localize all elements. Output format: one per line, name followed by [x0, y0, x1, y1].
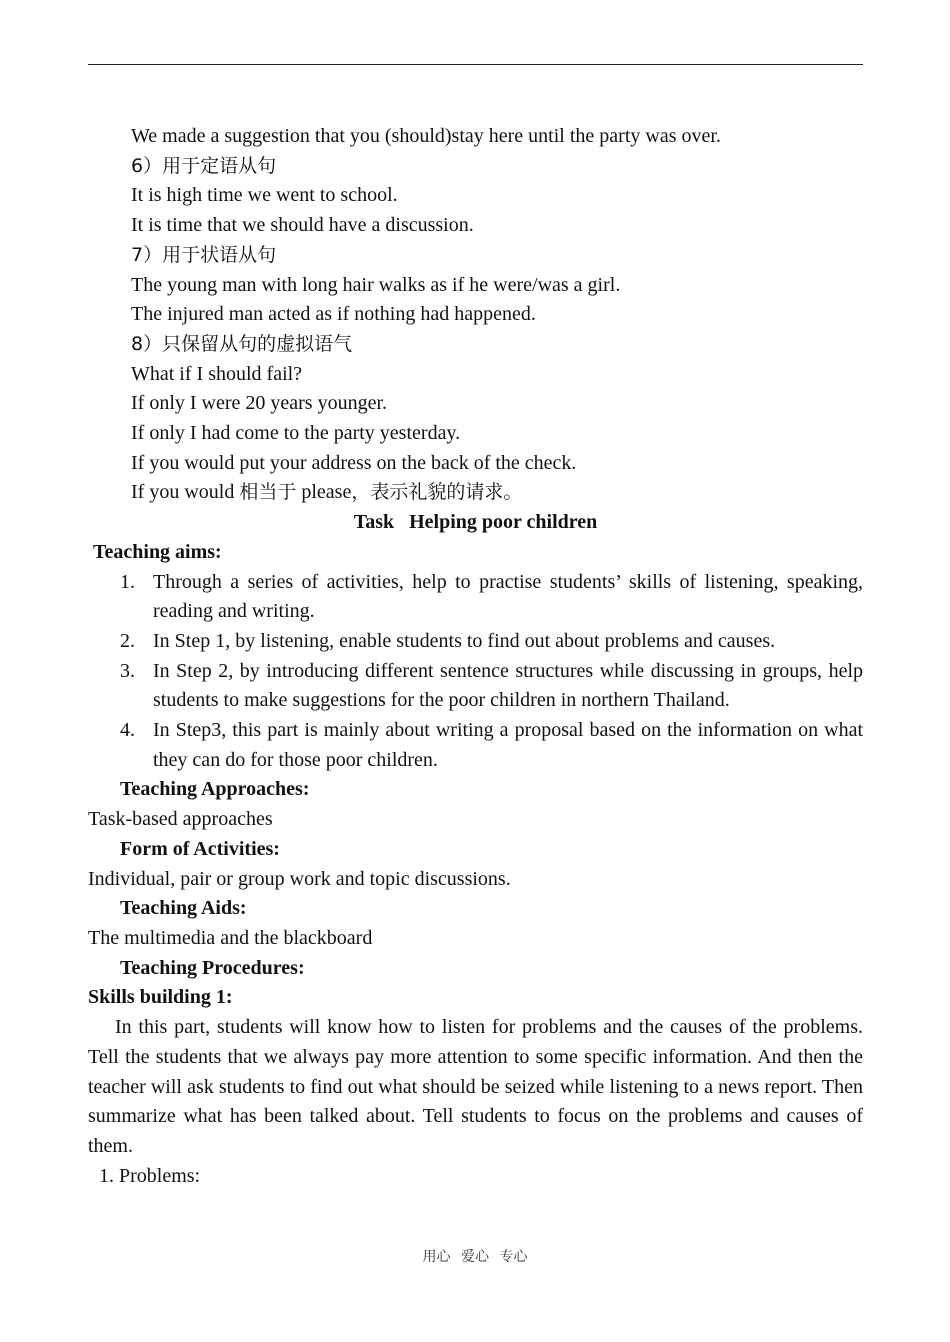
grammar-examples [88, 122, 863, 508]
aim-item [88, 716, 863, 775]
section-heading-subjunctive-only-clause: 8）只保留从句的虚拟语气 [131, 332, 353, 355]
aim-text: In Step 1, by listening, enable students to find out about problems and causes. [153, 629, 776, 652]
problems-item: 1. Problems: [99, 1164, 201, 1187]
mixed-part-2: 相当于 [239, 481, 297, 504]
aim-text: In Step 2, by introducing different sentence structures while discussing in groups, help students to make suggestions for the poor children in northern Thailand. [153, 659, 863, 712]
example-line: If only I had come to the party yesterday. [131, 422, 461, 445]
aim-text: Through a series of activities, help to practise students’ skills of listening, speaking, reading and writing. [153, 570, 863, 623]
example-line: If only I were 20 years younger. [131, 392, 388, 415]
example-line: The injured man acted as if nothing had happened. [131, 303, 536, 326]
teaching-procedures-heading: Teaching Procedures: [120, 956, 305, 979]
aim-item [88, 627, 863, 657]
aim-number: 1. [120, 570, 135, 593]
document-page [88, 122, 863, 1191]
example-line-mixed [88, 478, 863, 508]
example-line: What if I should fail? [131, 362, 303, 385]
example-line: It is time that we should have a discussion. [131, 214, 474, 237]
form-of-activities-text: Individual, pair or group work and topic discussions. [88, 867, 511, 890]
skills-building-heading: Skills building 1: [88, 986, 233, 1009]
mixed-part-4: ，表示礼貌的请求。 [351, 481, 523, 504]
aim-text: In Step3, this part is mainly about writing a proposal based on the information on what they can do for those poor children. [153, 719, 863, 771]
teaching-approaches-heading: Teaching Approaches: [120, 778, 310, 801]
form-of-activities-heading: Form of Activities: [120, 837, 280, 860]
teaching-approaches-text: Task-based approaches [88, 808, 273, 831]
section-heading-attributive-clause: 6）用于定语从句 [131, 154, 277, 177]
teaching-aids-heading: Teaching Aids: [120, 897, 247, 920]
example-line: If you would put your address on the back of the check. [131, 451, 577, 474]
aim-item [88, 568, 863, 627]
section-heading-adverbial-clause: 7）用于状语从句 [131, 243, 277, 266]
example-line: It is high time we went to school. [131, 184, 398, 207]
teaching-aids-text: The multimedia and the blackboard [88, 926, 373, 949]
skills-building-paragraph: In this part, students will know how to listen for problems and the causes of the problems. Tell the students that we always pay more attention to some specific information. And then the teacher will ask students to find out what should be seized while listening to a news report. Then summarize what has been talked about. Tell students to focus on the problems and causes of them. [88, 1016, 863, 1157]
teaching-aims-list [88, 568, 863, 776]
page-footer: 用心 爱心 专心 [422, 1249, 528, 1265]
teaching-aims-heading: Teaching aims: [93, 540, 222, 563]
aim-number: 3. [120, 659, 135, 682]
mixed-part-1: If you would [131, 481, 240, 504]
aim-number: 2. [120, 629, 135, 652]
aim-number: 4. [120, 719, 135, 742]
mixed-part-3: please [296, 481, 352, 504]
example-line: We made a suggestion that you (should)stay here until the party was over. [131, 125, 721, 147]
header-rule [88, 64, 863, 65]
aim-item [88, 657, 863, 716]
task-title: Task Helping poor children [353, 511, 598, 534]
example-line: The young man with long hair walks as if he were/was a girl. [131, 273, 621, 296]
